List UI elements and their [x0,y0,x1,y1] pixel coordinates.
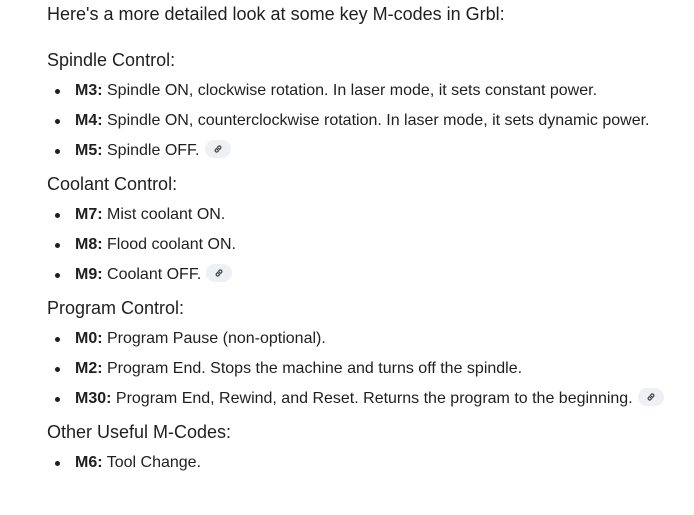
m-code: M4: [75,112,103,129]
list-item [47,204,687,226]
section-heading-other-m-codes: Other Useful M-Codes: [47,422,232,442]
bullet-dot [55,243,60,248]
item-description: Spindle OFF. [102,142,200,159]
list-program-control [47,328,687,410]
response-content [47,0,687,482]
bullet-dot [55,397,60,402]
m-code: M30: [75,390,112,407]
item-description: Spindle ON, clockwise rotation. In laser mode, it sets constant power. [102,82,598,99]
list-item [47,140,687,162]
section-heading-coolant-control: Coolant Control: [47,174,178,194]
source-link-chip[interactable] [205,140,231,158]
link-icon [213,144,223,154]
bullet-dot [55,273,60,278]
list-item [47,328,687,350]
item-description: Program End. Stops the machine and turns off the spindle. [102,360,523,377]
list-item [47,388,687,410]
m-code: M3: [75,82,103,99]
list-coolant-control [47,204,687,286]
link-icon [646,392,656,402]
list-item [47,110,687,132]
source-link-chip[interactable] [638,388,664,406]
intro-text: Here's a more detailed look at some key M-codes in Grbl: [47,4,505,24]
list-spindle-control [47,80,687,162]
link-icon [214,268,224,278]
m-code: M6: [75,454,103,471]
item-description: Program End, Rewind, and Reset. Returns the program to the beginning. [111,390,633,407]
source-link-chip[interactable] [206,264,232,282]
list-other-m-codes [47,452,687,474]
list-item [47,452,687,474]
list-item [47,80,687,102]
item-description: Tool Change. [102,454,202,471]
bullet-dot [55,149,60,154]
bullet-dot [55,367,60,372]
m-code: M8: [75,236,103,253]
section-heading-spindle-control: Spindle Control: [47,50,176,70]
bullet-dot [55,337,60,342]
bullet-dot [55,461,60,466]
m-code: M0: [75,330,103,347]
bullet-dot [55,89,60,94]
m-code: M2: [75,360,103,377]
list-item [47,264,687,286]
item-description: Program Pause (non-optional). [102,330,326,347]
bullet-dot [55,119,60,124]
m-code: M7: [75,206,103,223]
bullet-dot [55,213,60,218]
list-item [47,358,687,380]
section-heading-program-control: Program Control: [47,298,185,318]
item-description: Coolant OFF. [102,266,202,283]
item-description: Mist coolant ON. [102,206,226,223]
item-description: Flood coolant ON. [102,236,236,253]
list-item [47,234,687,256]
m-code: M9: [75,266,103,283]
item-description: Spindle ON, counterclockwise rotation. In laser mode, it sets dynamic power. [102,112,650,129]
m-code: M5: [75,142,103,159]
